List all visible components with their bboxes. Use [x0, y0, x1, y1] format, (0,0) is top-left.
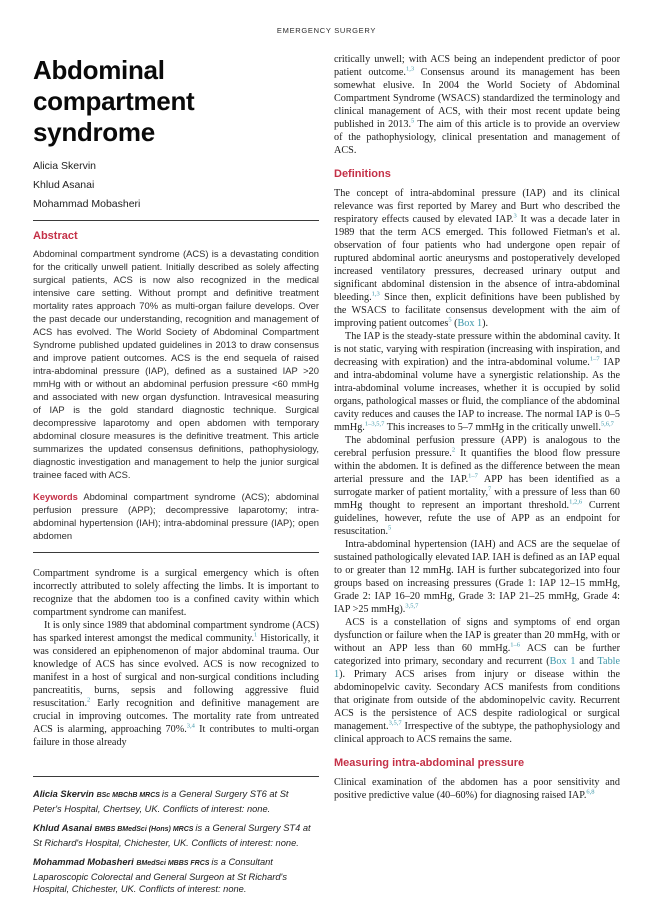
body-paragraph: The concept of intra-abdominal pressure (IAP) and its clinical relevance was first reported by Marey and Burt who described the respiratory effects caused by elevated IAP.$^3$ It was a decade later in 1989 that the term ACS emerged. This followed Fietman's et al. observation of four patients who had undergone open repair of ruptured abdominal aortic aneurysms and postoperatively developed increased ventilatory pressures, decreased urinary output and significant abdominal distension in the absence of intra-abdominal bleeding.$^{1,3}$ Since then, explicit definitions have been published by the WSACS to facilitate consensus development with the aim of improving patient outcomes$^5$ (Box 1).: [334, 188, 621, 329]
abstract-heading: Abstract: [33, 230, 78, 242]
citation-ref[interactable]: 1–7: [468, 472, 478, 480]
body-paragraph: ACS is a constellation of signs and symptoms of end organ dysfunction or failure when the IAP is greater than 20 mmHg, with or without an APP less than 60 mmHg.$^{1-6}$ ACS can be further categorized into primary, secondary and recurrent (Box 1 and Table 1). Primary ACS arises from injury or disease within the abdominopelvic cavity. Secondary ACS manifests from conditions that originate from outside of the abdominopelvic cavity. Recurrent ACS is the persistence of ACS despite radiological or surgical management.$^{3,5,7}$ Irrespective of the subtype, the pathophysiology and clinical approach to ACS remains the same.: [334, 617, 621, 745]
citation-ref[interactable]: 3,4: [186, 722, 195, 730]
definitions-section: [334, 187, 620, 746]
citation-ref[interactable]: 1,3: [405, 65, 415, 73]
citation-ref[interactable]: 7: [488, 485, 492, 493]
section-heading-definitions: Definitions: [334, 168, 391, 180]
body-paragraph: Clinical examination of the abdomen has a poor sensitivity and positive predictive value (40–60%) for diagnosing raised IAP.$^{6,8}$: [334, 777, 620, 801]
left-body-text: [33, 567, 319, 749]
citation-ref[interactable]: 3,5,7: [388, 719, 402, 727]
bio-author-name: Khlud Asanai: [33, 823, 95, 833]
left-column: [33, 39, 319, 903]
citation-ref[interactable]: 5: [448, 316, 452, 324]
cross-ref-link[interactable]: Box 1: [457, 318, 483, 329]
citation-ref[interactable]: 2: [87, 696, 91, 704]
article-title: Abdominal compartment syndrome: [33, 55, 195, 147]
citation-ref[interactable]: 5: [388, 524, 392, 532]
bio-qualifications: BSc MBChB MRCS: [96, 792, 162, 799]
author-bio: Mohammad Mobasheri BMedSci MBBS FRCS is a Consultant Laparoscopic Colorectal and General Surgeon at St Richard's Hospital, Chichester, UK. Conflicts of interest: none.: [33, 857, 287, 894]
citation-ref[interactable]: 5,6,7: [600, 420, 614, 428]
keywords-label: Keywords: [33, 491, 78, 502]
measuring-section: [334, 776, 620, 802]
intro-continuation: [334, 53, 620, 157]
citation-ref[interactable]: 3,5,7: [405, 602, 419, 610]
divider: [33, 552, 319, 553]
divider: [33, 776, 319, 777]
bio-author-name: Alicia Skervin: [33, 789, 97, 799]
body-paragraph: The IAP is the steady-state pressure within the abdominal cavity. It is not static, varying with respiration (increasing with inspiration, and decreasing with expiration) and the intra-abdominal volume.$^{1-7}$ IAP and intra-abdominal volume have a synergistic relationship. As the intra-abdominal volume increases, whether it is occupied by solid organs, pathological masses or fluid, the compliance of the abdominal cavity reduces and causes the IAP to increase. The normal IAP is 0–5 mmHg.$^{1-3,5,7}$ This increases to 5–7 mmHg in the critically unwell.$^{5,6,7}$: [334, 331, 620, 433]
body-paragraph: Intra-abdominal hypertension (IAH) and ACS are the sequelae of sustained pathologically elevated IAP. IAH is defined as an IAP equal to or greater than 12 mmHg. IAH is further subcategorized into four groups based on increasing pressures (Grade 1: IAP 12–15 mmHg, Grade 2: IAP 16–20 mmHg, Grade 3: IAP 21–25 mmHg, Grade 4: IAP >25 mmHg).$^{3,5,7}$: [334, 539, 620, 615]
author-name: Mohammad Mobasheri: [33, 198, 141, 210]
cross-ref-link[interactable]: Table 1: [334, 656, 621, 680]
bio-qualifications: BMBS BMedSci (Hons) MRCS: [94, 826, 196, 833]
author-name: Alicia Skervin: [33, 160, 97, 172]
citation-ref[interactable]: 2: [451, 446, 456, 454]
author-list: [33, 161, 319, 210]
author-name: Khlud Asanai: [33, 179, 95, 191]
body-paragraph: It is only since 1989 that abdominal compartment syndrome (ACS) has sparked interest amongst the medical community.$^1$ Historically, it was considered an epiphenomenon of major abdominal trauma. Our knowledge of ACS has since evolved. ACS is now recognized to manifest in a host of surgical and non-surgical conditions including pancreatitis, burns, sepsis and following aggressive fluid resuscitation.$^2$ Early recognition and definitive management are crucial in improving outcomes. The mortality rate from untreated ACS is alarming, approaching 70%.$^{3,4}$ It contributes to multi-organ failure in those already: [33, 620, 319, 748]
section-heading-measuring-iap: Measuring intra-abdominal pressure: [334, 757, 525, 769]
abstract-text: Abdominal compartment syndrome (ACS) is a devastating condition for the critically unwell patient. Initially described as solely affecting surgical patients, ACS is now also recognized in the medical intensive care setting. Without prompt and definitive treatment mortality rates approach 70% as multi-organ failure develops. Over the past decade our understanding, recognition and management of ACS has evolved. The World Society of Abdominal Compartment Syndrome published updated guidelines in 2013 to draw consensus and improve patient outcomes. ACS is the end sequela of raised intra-abdominal pressure (IAP), defined as a sustained IAP >20 mmHg with or without an abdominal perfusion pressure <60 mmHg and associated with new organ dysfunction. Intravesical measuring of IAP is the gold standard diagnostic technique. Surgical decompressive laparotomy and open abdomen with temporary abdominal closure measures is the definitive treatment. This article summarizes the updated consensus definitions, pathophysiology, diagnostic investigation and management to help the junior surgical trainee faced with ACS.: [33, 248, 319, 480]
author-bios: [33, 788, 319, 896]
citation-ref[interactable]: 1,2,6: [569, 498, 583, 506]
citation-ref[interactable]: 1: [254, 631, 258, 639]
citation-ref[interactable]: 1–6: [510, 641, 520, 649]
body-paragraph: critically unwell; with ACS being an independent predictor of poor patient outcome.$^{1,3}$ Consensus around its management has been somewhat elusive. In 2004 the World Society of Abdominal Compartment Syndrome (WSACS) standardized the terminology and clinical management of ACS, with their most recent update being published in 2013.$^5$ The aim of this article is to provide an overview of the pathophysiology, clinical presentation and management of ACS.: [334, 54, 620, 156]
citation-ref[interactable]: 5: [411, 117, 415, 125]
cross-ref-link[interactable]: Box 1: [549, 656, 576, 667]
citation-ref[interactable]: 1,3: [371, 290, 380, 298]
keywords-text: Abdominal compartment syndrome (ACS); abdominal perfusion pressure (APP); decompressive laparotomy; intra-abdominal hypertension (IAH); intra-abdominal pressure (IAP); open abdomen: [33, 491, 319, 541]
divider: [33, 220, 319, 221]
bio-qualifications: BMedSci MBBS FRCS: [136, 860, 212, 867]
citation-ref[interactable]: 1–3,5,7: [364, 420, 385, 428]
body-paragraph: The abdominal perfusion pressure (APP) is analogous to the cerebral perfusion pressure.$^2$ It quantifies the blood flow pressure within the abdomen. It is defined as the difference between the mean arterial pressure and the IAP.$^{1-7}$ APP has been identified as a surrogate marker of patient mortality,$^7$ with a pressure of less than 60 mmHg thought to represent an important threshold.$^{1,2,6}$ Current guidelines, however, refute the use of APP as an endpoint for resuscitation.$^5$: [334, 435, 620, 537]
author-bio: Khlud Asanai BMBS BMedSci (Hons) MRCS is a General Surgery ST4 at St Richard's Hospital, Chichester, UK. Conflicts of interest: none.: [33, 823, 311, 848]
right-column: [334, 39, 620, 903]
author-bio: Alicia Skervin BSc MBChB MRCS is a General Surgery ST6 at St Peter's Hospital, Chertsey, UK. Conflicts of interest: none.: [33, 789, 289, 814]
citation-ref[interactable]: 6,8: [586, 788, 595, 796]
citation-ref[interactable]: 3: [513, 212, 517, 220]
body-paragraph: Compartment syndrome is a surgical emergency which is often incorrectly attributed to solely affecting the limbs. It is important to recognize that the abdomen too is a confined cavity within which compartment syndrome can manifest.: [33, 568, 319, 618]
citation-ref[interactable]: 1–7: [589, 355, 600, 363]
running-head: EMERGENCY SURGERY: [276, 26, 377, 35]
two-column-layout: [33, 39, 620, 903]
keywords-block: [33, 490, 319, 542]
bio-author-name: Mohammad Mobasheri: [33, 857, 137, 867]
